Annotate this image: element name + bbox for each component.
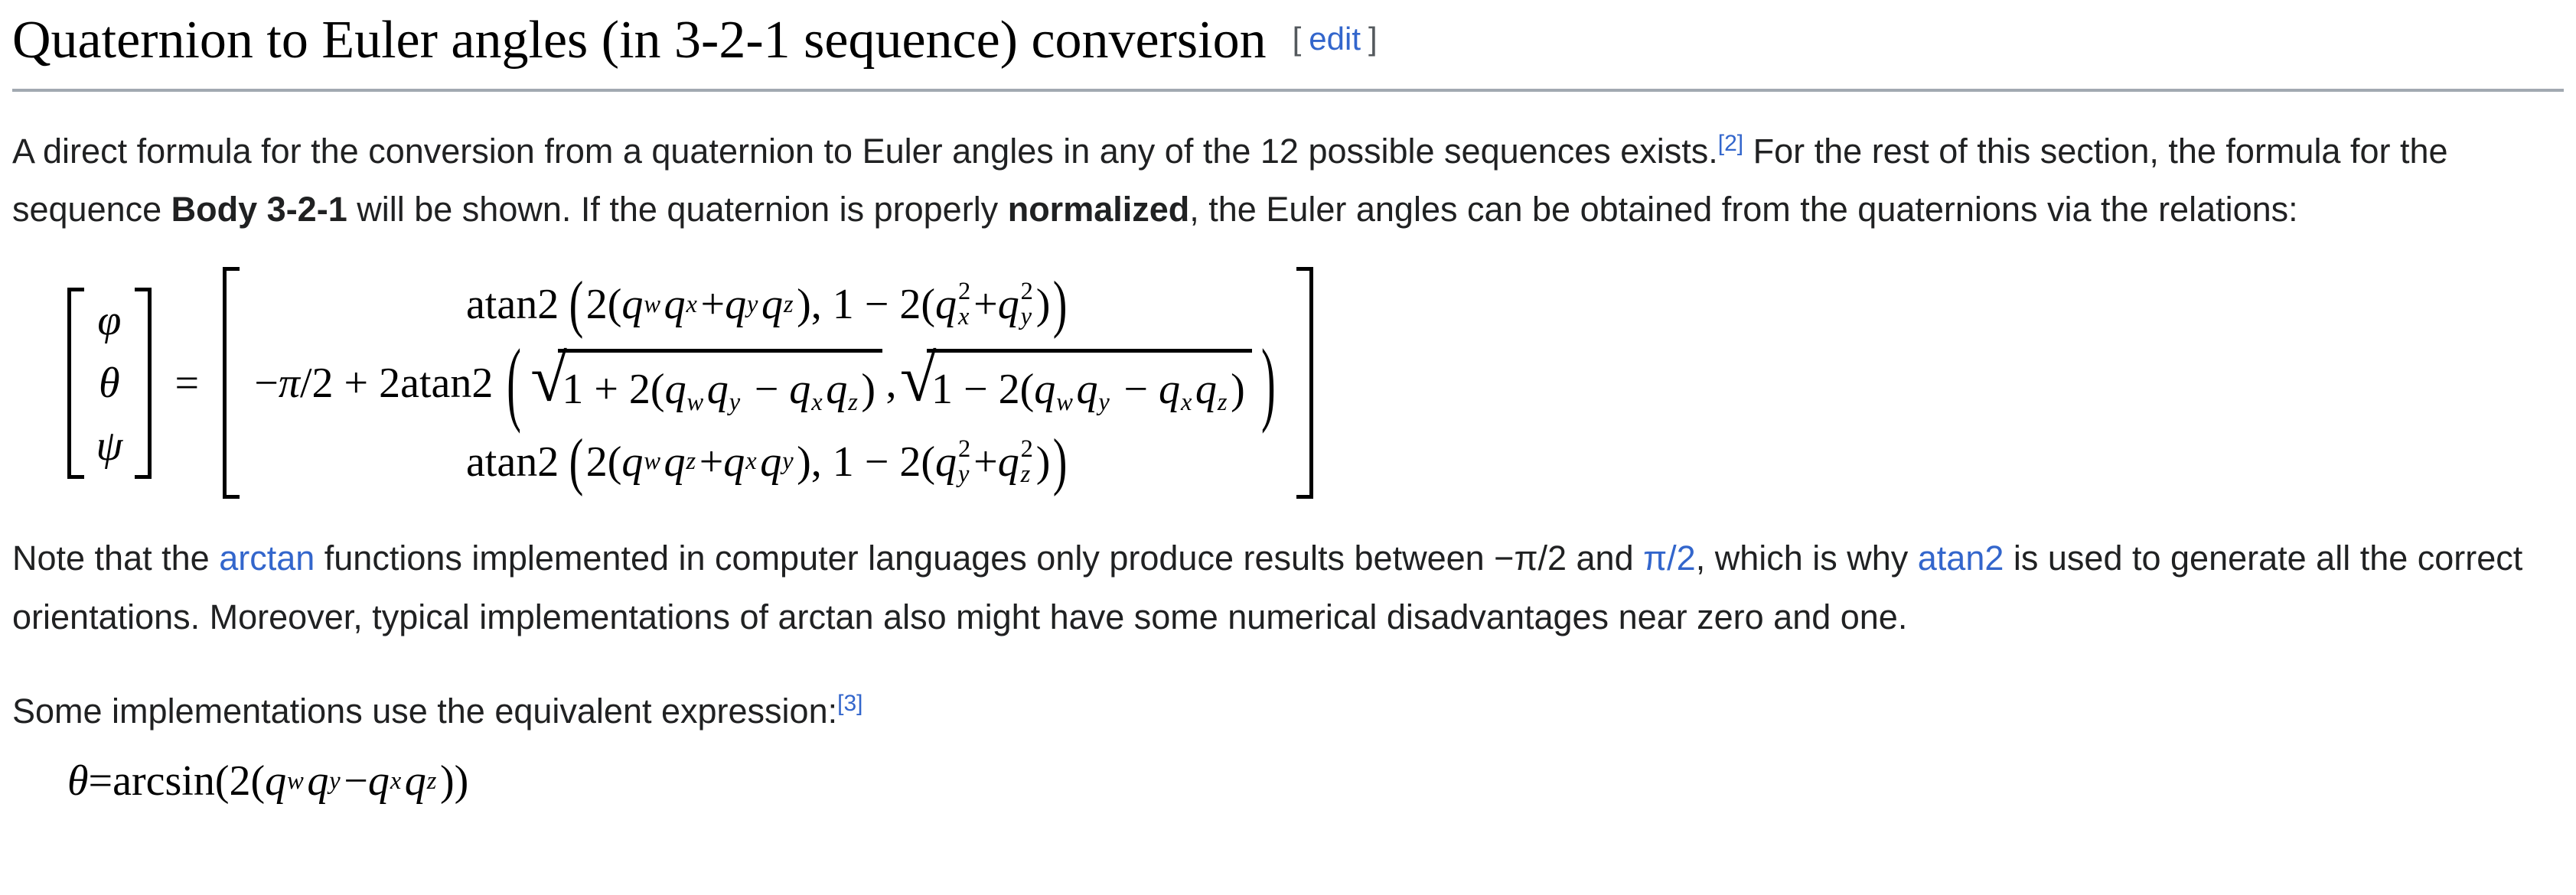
equivalent-expression-paragraph	[12, 682, 2564, 741]
math-plain: 1 − 2(	[931, 365, 1035, 413]
theta-entry	[99, 359, 120, 408]
section-heading	[12, 0, 2564, 92]
radicand	[558, 349, 882, 417]
math-plain: −	[254, 359, 279, 407]
math-op: atan2	[465, 281, 559, 329]
math-subscript: z	[1020, 460, 1031, 488]
math-sub: w	[1056, 389, 1073, 417]
matrix-bracket-left	[223, 267, 240, 499]
math-var: q	[706, 365, 729, 413]
math-sub: x	[390, 766, 402, 795]
math-var: q	[760, 438, 782, 486]
math-superscript: 2	[1020, 434, 1033, 463]
math-var: θ	[99, 359, 120, 407]
math-var: q	[935, 438, 957, 486]
math-plain: 2(	[585, 281, 622, 329]
math-supsub	[1021, 279, 1033, 330]
ref-2-link[interactable]: [2]	[1717, 130, 1744, 156]
math-plain: )	[861, 365, 876, 413]
math-sub: x	[1180, 389, 1192, 417]
math-var: q	[664, 438, 686, 486]
pi-over-2-link[interactable]: π/2	[1643, 539, 1696, 578]
math-var: q	[1195, 365, 1217, 413]
math-var: q	[789, 365, 811, 413]
math-bigp2: )	[1260, 330, 1276, 436]
text-segment: is used to generate all the correct orientations. Moreover, typical implementations of arctan also might have some numerical disadvantages near zero and one.	[12, 539, 2523, 637]
bold-text: normalized	[1007, 190, 1190, 229]
math-plain: )	[1035, 281, 1051, 329]
text-segment: A direct formula for the conversion from a quaternion to Euler angles in any of the 12 possible sequences exists.	[12, 131, 1718, 171]
math-sub: x	[811, 389, 823, 417]
euler-angles-column	[84, 288, 135, 479]
math-sub: z	[686, 447, 696, 476]
radical-sign-icon: √	[899, 342, 937, 416]
math-sub: w	[644, 447, 660, 476]
yaw-expression	[465, 426, 1070, 498]
math-plain: )	[1035, 438, 1051, 486]
ref-2-link	[1718, 131, 1743, 156]
math-plain: −	[743, 365, 790, 413]
math-var: q	[1034, 365, 1056, 413]
text-segment: functions implemented in computer languages only produce results between −π/2 and	[315, 539, 1644, 578]
text-segment: Note that the	[12, 539, 220, 578]
text-segment: will be shown. If the quaternion is properly	[347, 190, 1008, 229]
edit-bracket-open: [	[1292, 21, 1302, 57]
ref-3-link[interactable]: [3]	[837, 691, 863, 717]
math-sqrt	[899, 342, 1252, 417]
matrix-bracket-right	[135, 288, 152, 479]
math-plain: ), 1 − 2(	[797, 281, 936, 329]
text-segment: Some implementations use the equivalent expression:	[12, 692, 838, 731]
equals-sign: =	[174, 359, 200, 407]
math-plain: −	[344, 757, 368, 806]
math-sub: w	[686, 389, 704, 417]
math-var: q	[761, 281, 783, 329]
radical-sign-icon: √	[530, 342, 567, 416]
math-sub: y	[329, 766, 341, 795]
math-supsub	[958, 279, 970, 330]
math-sub: w	[287, 766, 304, 795]
edit-section	[1293, 21, 1378, 57]
math-plain: +	[699, 438, 724, 486]
arcsin-expression	[67, 757, 2564, 806]
math-sub: z	[1217, 389, 1228, 417]
math-sub: z	[426, 766, 437, 795]
math-superscript: 2	[957, 434, 971, 463]
math-plain: ))	[439, 757, 469, 806]
math-var: q	[664, 281, 686, 329]
math-plain: /2 + 2	[299, 359, 401, 407]
edit-bracket-close: ]	[1368, 21, 1378, 57]
radicand	[927, 349, 1251, 417]
psi-entry	[96, 421, 122, 470]
math-supsub	[1020, 434, 1033, 488]
phi-entry	[97, 296, 121, 345]
math-var: q	[826, 365, 848, 413]
text-segment: , the Euler angles can be obtained from the quaternions via the relations:	[1189, 190, 2298, 229]
math-plain: ,	[885, 359, 897, 407]
math-plain: 2(	[585, 438, 622, 486]
math-plain: −	[1113, 365, 1159, 413]
matrix-bracket-left	[67, 288, 84, 479]
math-sub: y	[747, 290, 758, 318]
text-segment: , which is why	[1695, 539, 1918, 578]
math-var: q	[307, 757, 329, 806]
math-bigp: (	[569, 426, 584, 498]
math-var: q	[997, 438, 1019, 486]
euler-angles-vector	[67, 288, 152, 479]
math-plain: ), 1 − 2(	[797, 438, 936, 486]
math-var: q	[725, 281, 747, 329]
pitch-expression	[254, 330, 1281, 436]
math-var: π	[278, 359, 300, 407]
math-sqrt	[530, 342, 882, 417]
math-sub: z	[848, 389, 858, 417]
math-plain: +	[973, 281, 998, 329]
conversion-column	[240, 267, 1296, 499]
note-paragraph	[12, 529, 2564, 647]
roll-expression	[465, 268, 1070, 340]
math-bigp: )	[1052, 268, 1068, 340]
math-var: ψ	[96, 421, 123, 470]
math-var: q	[621, 438, 644, 486]
math-subscript: x	[957, 303, 970, 331]
math-op: arcsin	[112, 757, 215, 806]
math-sub: y	[1098, 389, 1110, 417]
math-bigp: )	[1052, 426, 1068, 498]
math-var: q	[997, 281, 1019, 329]
math-subscript: y	[957, 460, 970, 488]
arcsin-theta-equation	[67, 757, 2564, 806]
edit-link[interactable]: edit	[1309, 21, 1361, 57]
math-sub: z	[783, 290, 794, 318]
atan2-link[interactable]: atan2	[1917, 539, 2004, 578]
math-subscript: y	[1020, 303, 1032, 331]
math-plain: +	[700, 281, 726, 329]
math-superscript: 2	[1020, 278, 1033, 306]
bold-text: Body 3-2-1	[171, 190, 347, 229]
math-sub: w	[644, 290, 660, 318]
math-var: q	[935, 281, 957, 329]
math-plain: )	[1231, 365, 1245, 413]
section-title: Quaternion to Euler angles (in 3-2-1 sequence) conversion	[12, 11, 1267, 70]
math-var: q	[265, 757, 287, 806]
intro-paragraph	[12, 122, 2564, 240]
math-bigp2: (	[507, 330, 521, 436]
math-var: q	[621, 281, 644, 329]
quaternion-to-euler-matrix-equation	[67, 267, 2564, 499]
math-superscript: 2	[957, 278, 971, 306]
conversion-matrix	[223, 267, 1313, 499]
ref-3-link	[837, 691, 862, 716]
math-plain: 1 + 2(	[562, 365, 665, 413]
math-op: atan2	[400, 359, 494, 407]
arctan-link[interactable]: arctan	[219, 539, 315, 578]
math-var: q	[367, 757, 390, 806]
math-sub: x	[686, 290, 697, 318]
math-supsub	[957, 434, 971, 488]
math-sub: y	[782, 447, 794, 476]
math-var: q	[723, 438, 745, 486]
math-var: q	[1158, 365, 1180, 413]
math-plain: =	[88, 757, 113, 806]
math-var: q	[664, 365, 686, 413]
math-op: atan2	[465, 438, 559, 486]
math-var: θ	[67, 757, 89, 806]
matrix-bracket-right	[1296, 267, 1313, 499]
math-plain: +	[973, 438, 998, 486]
math-var: q	[404, 757, 426, 806]
math-var: φ	[97, 297, 122, 344]
math-sub: y	[729, 389, 741, 417]
text-segment: For the rest of this section, the formula for the sequence	[12, 131, 2448, 229]
math-plain: (2(	[214, 757, 266, 806]
math-sub: x	[745, 447, 757, 476]
math-var: q	[1076, 365, 1098, 413]
math-bigp: (	[569, 268, 584, 340]
